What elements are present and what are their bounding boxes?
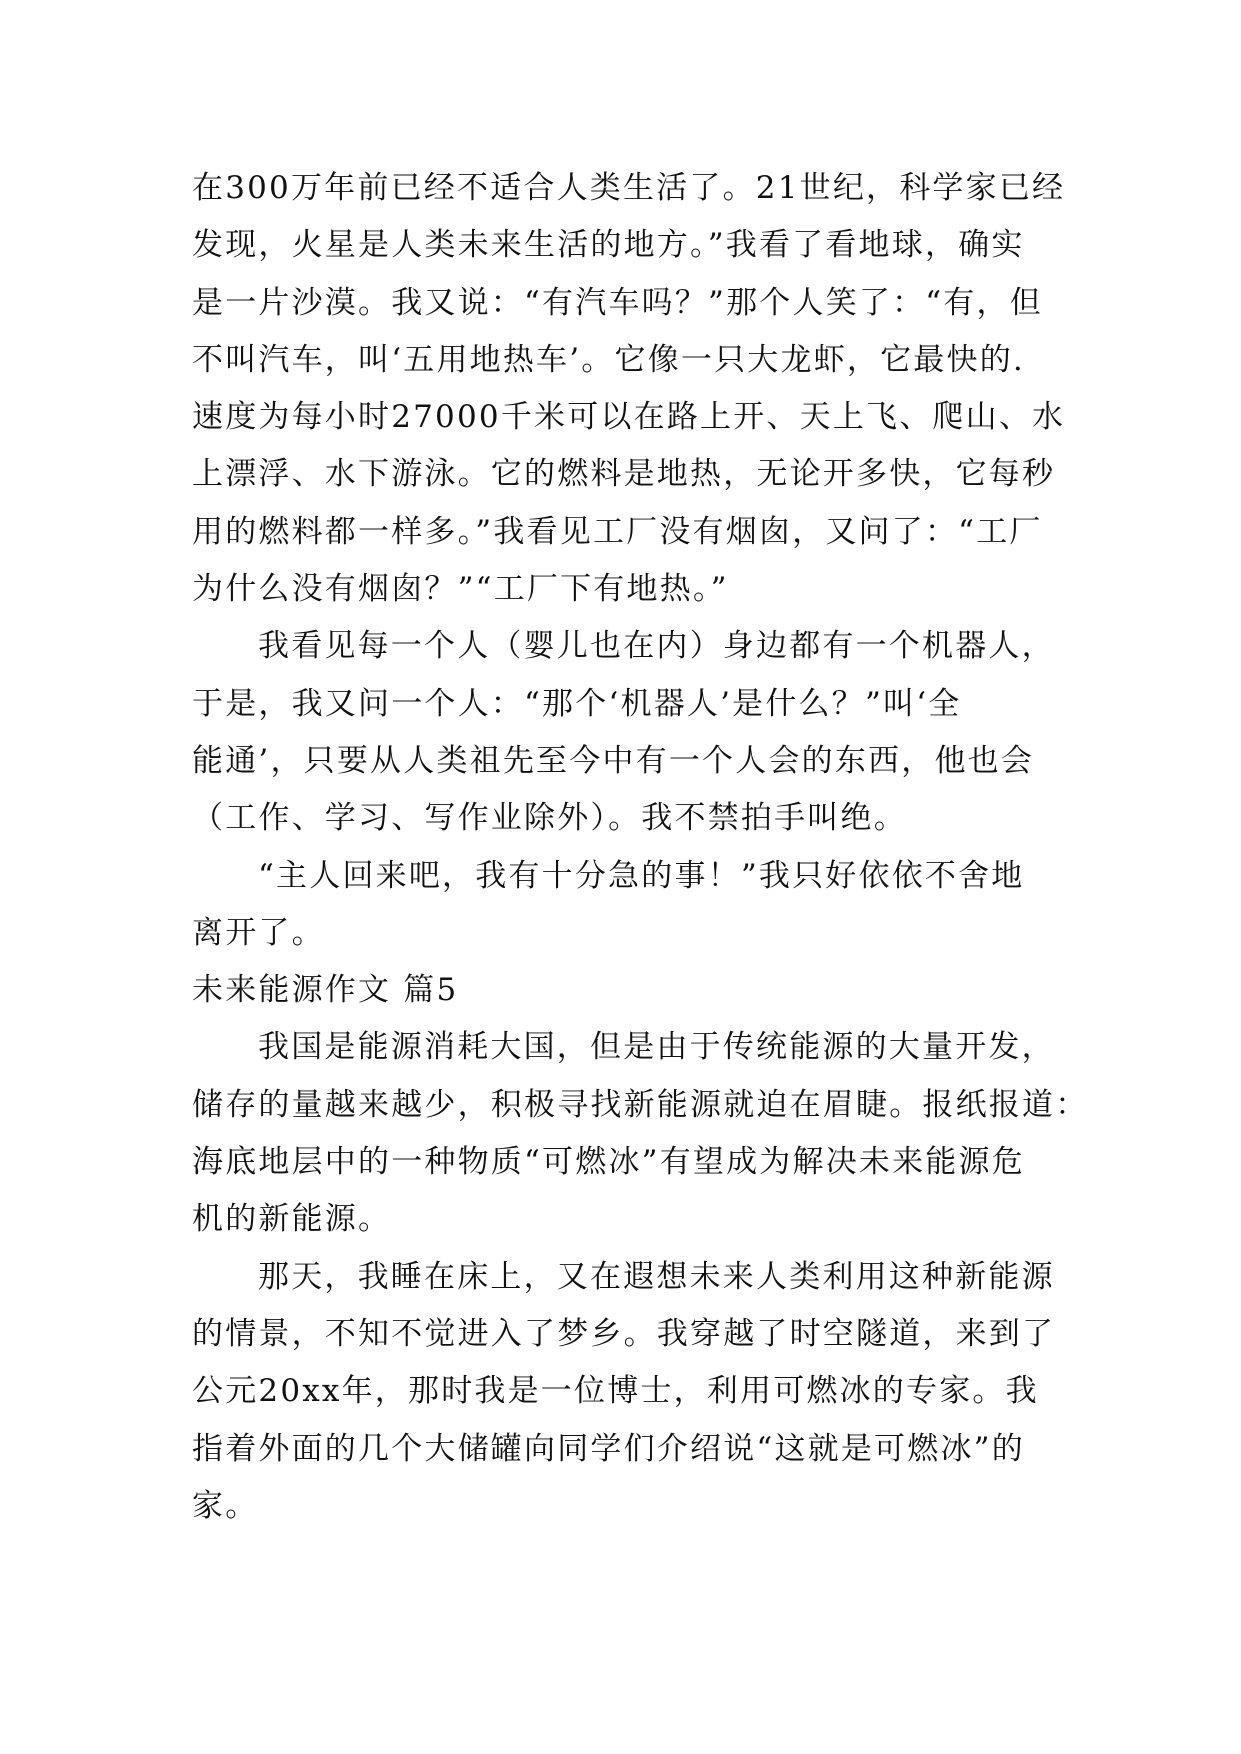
document-body xyxy=(192,160,1089,1535)
section-heading: 未来能源作文 篇5 xyxy=(192,972,459,1009)
body-line: 为什么没有烟囱？”“工厂下有地热。” xyxy=(192,571,729,608)
body-line: 海底地层中的一种物质“可燃冰”有望成为解决未来能源危 xyxy=(192,1144,1025,1181)
body-line: 机的新能源。 xyxy=(192,1201,392,1238)
paragraph-first-line: 我看见每一个人（婴儿也在内）身边都有一个机器人， xyxy=(258,628,1055,665)
body-line: 速度为每小时27000千米可以在路上开、天上飞、爬山、水 xyxy=(192,399,1066,436)
body-line: （工作、学习、写作业除外）。我不禁拍手叫绝。 xyxy=(192,800,907,837)
body-line: 上漂浮、水下游泳。它的燃料是地热，无论开多快，它每秒 xyxy=(192,456,1056,493)
body-line: 在300万年前已经不适合人类生活了。21世纪，科学家已经 xyxy=(192,170,1066,206)
body-line: 储存的量越来越少，积极寻找新能源就迫在眉睫。报纸报道： xyxy=(192,1086,1089,1123)
body-line: 发现，火星是人类未来生活的地方。”我看了看地球，确实 xyxy=(192,227,1025,264)
body-line: 公元20xx年，那时我是一位博士，利用可燃冰的专家。我 xyxy=(192,1373,1039,1410)
body-line: 用的燃料都一样多。”我看见工厂没有烟囱，又问了：“工厂 xyxy=(192,513,1043,550)
paragraph-first-line: 我国是能源消耗大国，但是由于传统能源的大量开发， xyxy=(258,1029,1055,1066)
body-line: 指着外面的几个大储罐向同学们介绍说“这就是可燃冰”的 xyxy=(192,1430,1025,1467)
paragraph-first-line: 那天，我睡在床上，又在遐想未来人类利用这种新能源 xyxy=(258,1258,1055,1295)
body-line: 能通’，只要从人类祖先至今中有一个人会的东西，他也会 xyxy=(192,742,1035,779)
body-line: 离开了。 xyxy=(192,914,325,951)
body-line: 于是，我又问一个人：“那个‘机器人’是什么？”叫‘全 xyxy=(192,685,962,722)
body-line: 家。 xyxy=(192,1487,259,1524)
body-line: 不叫汽车，叫‘五用地热车’。它像一只大龙虾，它最快的. xyxy=(192,341,1025,378)
paragraph-first-line: “主人回来吧，我有十分急的事！”我只好依依不舍地 xyxy=(258,857,1025,894)
body-line: 是一片沙漠。我又说：“有汽车吗？”那个人笑了：“有，但 xyxy=(192,284,1043,321)
body-line: 的情景，不知不觉进入了梦乡。我穿越了时空隧道，来到了 xyxy=(192,1315,1056,1352)
